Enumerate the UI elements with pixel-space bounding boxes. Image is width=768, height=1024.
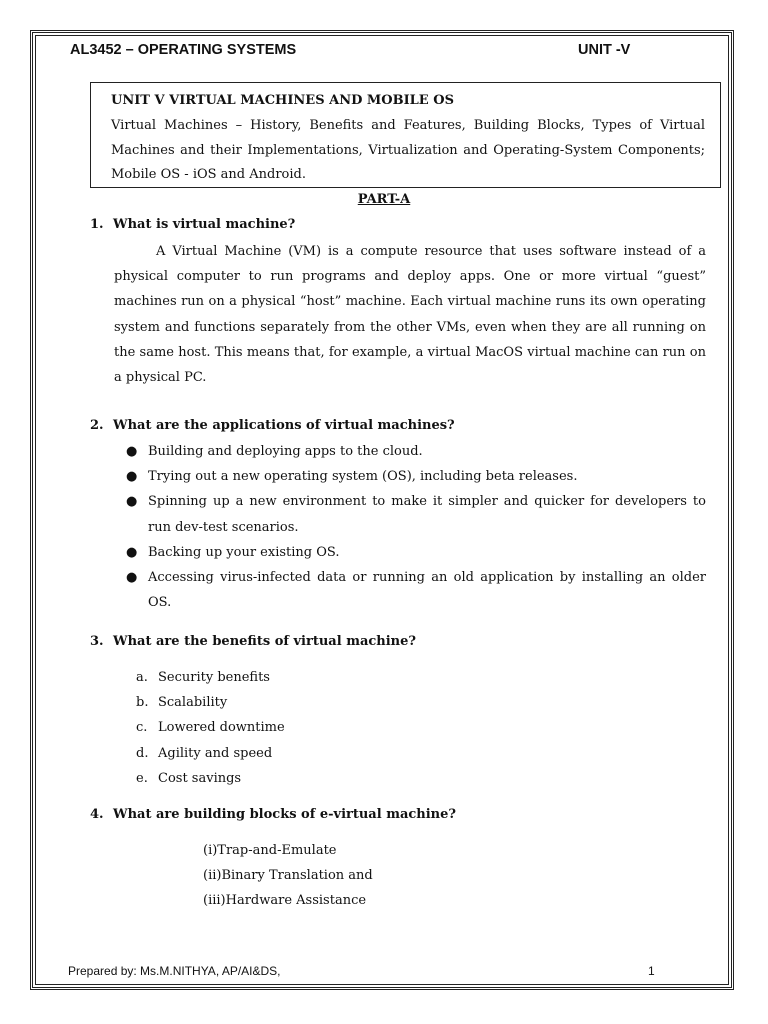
list-item: ● Backing up your existing OS. [124,540,706,565]
syllabus-body: Virtual Machines – History, Benefits and Features, Building Blocks, Types of Virtual Machines and their Implementations, Virtualization and Operating-System Components; Mobile OS - iOS and Android. [111,118,705,182]
question-text: What are the benefits of virtual machine? [113,634,417,649]
list-item: e. Cost savings [136,766,285,791]
question-1 [90,217,295,232]
question-text: What are building blocks of e-virtual machine? [113,807,457,822]
list-item: c. Lowered downtime [136,715,285,740]
bullet-icon: ● [126,444,138,459]
course-title: AL3452 – OPERATING SYSTEMS [70,42,297,58]
bullet-icon: ● [126,544,138,560]
list-item: (ii)Binary Translation and [203,867,373,883]
unit-label: UNIT -V [578,42,631,58]
bullet-icon: ● [126,469,138,485]
question-number: 3. [90,634,104,649]
list-item: ● Building and deploying apps to the cloud. [124,439,706,464]
syllabus-box [90,82,721,188]
part-title: PART-A [357,192,411,207]
question-text: What is virtual machine? [113,217,296,232]
answer-1-paragraph [114,239,706,390]
list-item: a. Security benefits [136,665,285,690]
question-text: What are the applications of virtual machines? [113,418,455,433]
list-item: (i)Trap-and-Emulate [203,843,337,858]
footer-author: Prepared by: Ms.M.NITHYA, AP/AI&DS, [68,964,281,978]
list-item: ● Trying out a new operating system (OS), including beta releases. [124,464,706,489]
question-number: 2. [90,418,104,433]
benefits-list [136,665,285,791]
syllabus-title: UNIT V VIRTUAL MACHINES AND MOBILE OS [111,93,454,108]
answer-text: A Virtual Machine (VM) is a compute resource that uses software instead of a physical computer to run programs and deploy apps. One or more virtual “guest” machines run on a physical “host” machine. Each virtual machine runs its own operating system and functions separately from the other VMs, even when they are all running on the same host. This means that, for example, a virtual MacOS virtual machine can run on a physical PC. [114,244,706,386]
question-3 [90,634,416,649]
bullet-icon: ● [126,570,138,586]
list-item: (iii)Hardware Assistance [203,892,367,908]
list-marker: e. [136,770,148,786]
list-marker: b. [136,695,149,711]
applications-list [124,439,706,615]
question-4 [90,807,456,822]
building-blocks-list [203,839,373,913]
list-item: ● Spinning up a new environment to make it simpler and quicker for developers to run dev-test scenarios. [124,489,706,539]
list-item: d. Agility and speed [136,741,285,766]
bullet-icon: ● [126,494,138,510]
page-number: 1 [648,964,655,978]
list-item: ● Accessing virus-infected data or running an old application by installing an older OS. [124,565,706,615]
question-number: 4. [90,807,104,822]
list-item: b. Scalability [136,690,285,715]
list-marker: c. [136,720,148,736]
question-2 [90,418,455,433]
list-marker: a. [136,670,148,685]
list-marker: d. [136,745,149,761]
question-number: 1. [90,217,104,232]
